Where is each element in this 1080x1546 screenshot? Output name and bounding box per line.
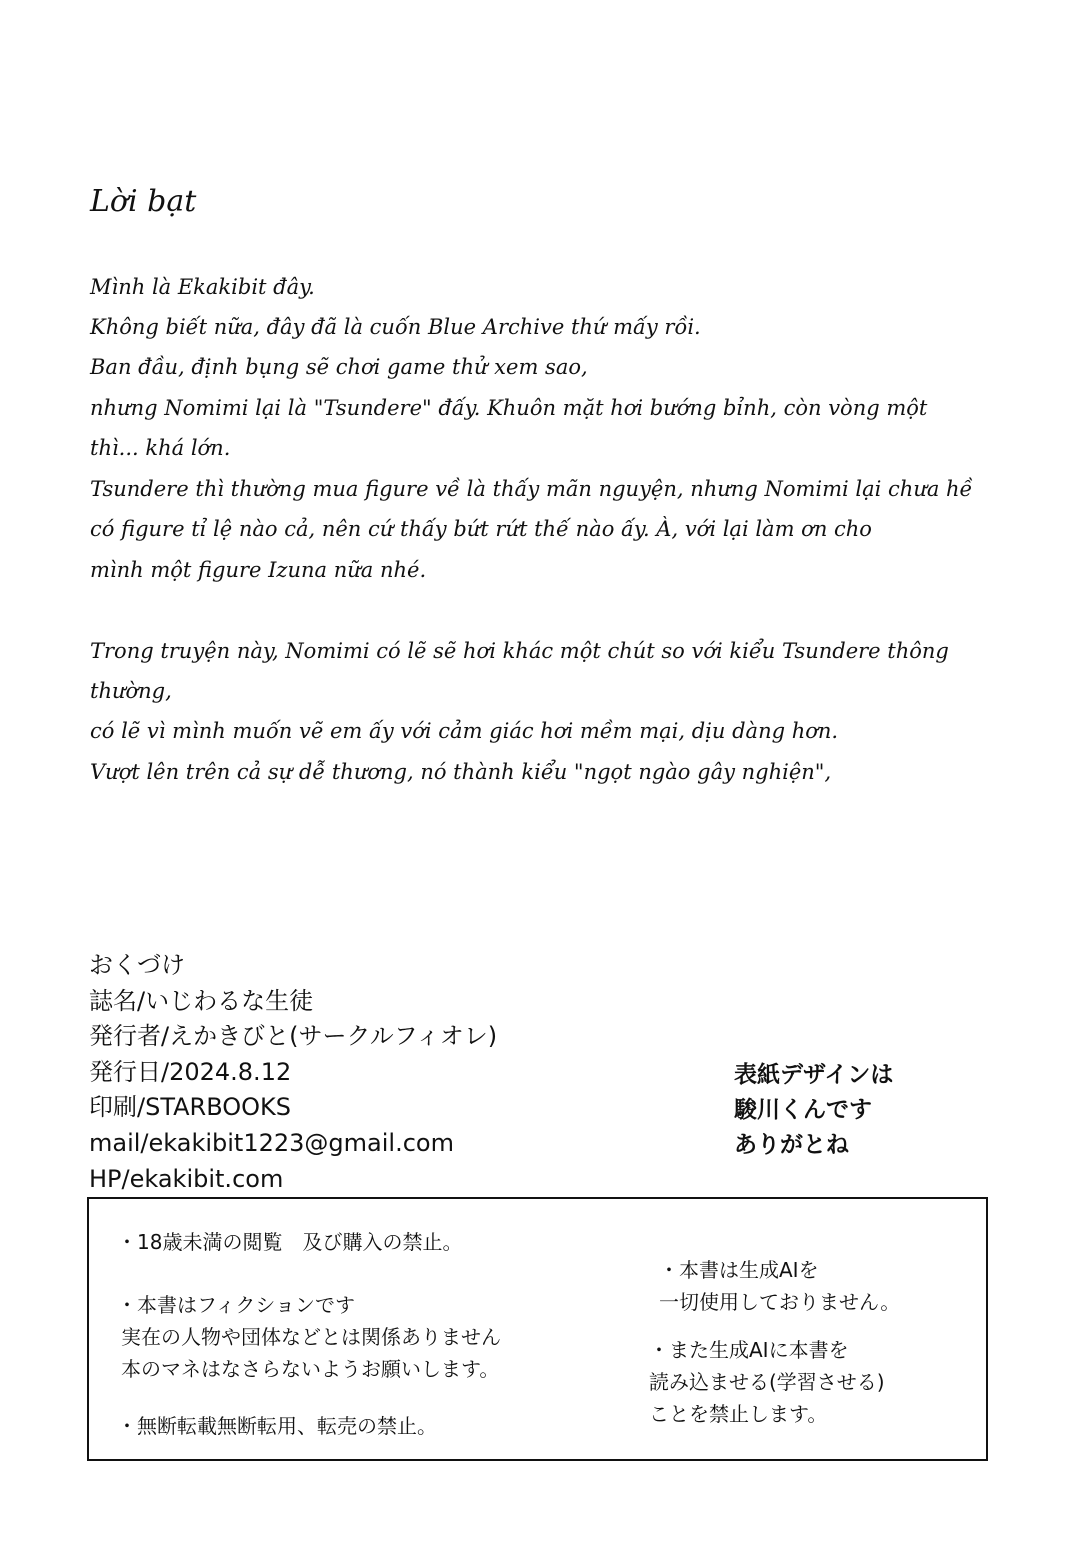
- afterword-line: Không biết nữa, đây đã là cuốn Blue Archive thứ mấy rồi.: [90, 315, 701, 339]
- colophon-date: 発行日/2024.8.12: [89, 1058, 292, 1086]
- afterword-line: Tsundere thì thường mua figure về là thấy mãn nguyện, nhưng Nomimi lại chưa hề: [90, 477, 973, 501]
- colophon-heading: おくづけ: [89, 951, 185, 979]
- afterword-line: mình một figure Izuna nữa nhé.: [90, 558, 427, 582]
- notice-fiction: ・本書はフィクションです: [117, 1293, 355, 1317]
- afterword-line: có figure tỉ lệ nào cả, nên cứ thấy bứt rứt thế nào ấy. À, với lại làm ơn cho: [90, 517, 872, 541]
- afterword-line: Mình là Ekakibit đây.: [90, 275, 315, 299]
- afterword-line: Ban đầu, định bụng sẽ chơi game thử xem sao,: [90, 355, 588, 379]
- colophon-title: 誌名/いじわるな生徒: [89, 987, 314, 1015]
- credit-line: ありがとね: [734, 1132, 849, 1158]
- afterword-line: thường,: [90, 679, 172, 703]
- afterword-line: Vượt lên trên cả sự dễ thương, nó thành kiểu "ngọt ngào gây nghiện",: [90, 760, 832, 784]
- notice-fiction-detail: 実在の人物や団体などとは関係ありません: [121, 1325, 501, 1349]
- notice-no-reproduction: ・無断転載無断転用、転売の禁止。: [117, 1414, 437, 1438]
- notice-no-ai-training: ・また生成AIに本書を: [649, 1338, 849, 1362]
- afterword-line: thì... khá lớn.: [90, 436, 231, 460]
- notice-fiction-detail: 本のマネはなさらないようお願いします。: [121, 1357, 500, 1381]
- colophon-homepage: HP/ekakibit.com: [89, 1165, 284, 1193]
- credit-line: 表紙デザインは: [734, 1062, 894, 1088]
- afterword-line: Trong truyện này, Nomimi có lẽ sẽ hơi khác một chút so với kiểu Tsundere thông: [90, 639, 949, 663]
- colophon-publisher: 発行者/えかきびと(サークルフィオレ): [89, 1022, 498, 1050]
- notice-no-ai-training-detail: 読み込ませる(学習させる): [649, 1370, 885, 1394]
- notice-no-ai-used: ・本書は生成AIを: [659, 1258, 819, 1282]
- afterword-line: nhưng Nomimi lại là "Tsundere" đấy. Khuôn mặt hơi bướng bỉnh, còn vòng một: [90, 396, 928, 420]
- afterword-title: Lời bạt: [90, 184, 197, 219]
- colophon-email: mail/ekakibit1223@gmail.com: [89, 1129, 454, 1157]
- notice-no-ai-used-detail: 一切使用しておりません。: [659, 1290, 901, 1314]
- afterword-line: có lẽ vì mình muốn vẽ em ấy với cảm giác hơi mềm mại, dịu dàng hơn.: [90, 719, 839, 743]
- colophon-printer: 印刷/STARBOOKS: [89, 1093, 292, 1121]
- notice-no-ai-training-detail: ことを禁止します。: [649, 1402, 828, 1426]
- credit-line: 駿川くんです: [734, 1097, 872, 1123]
- notice-age-restriction: ・18歳未満の閲覧 及び購入の禁止。: [117, 1230, 463, 1254]
- notice-box: [87, 1197, 988, 1461]
